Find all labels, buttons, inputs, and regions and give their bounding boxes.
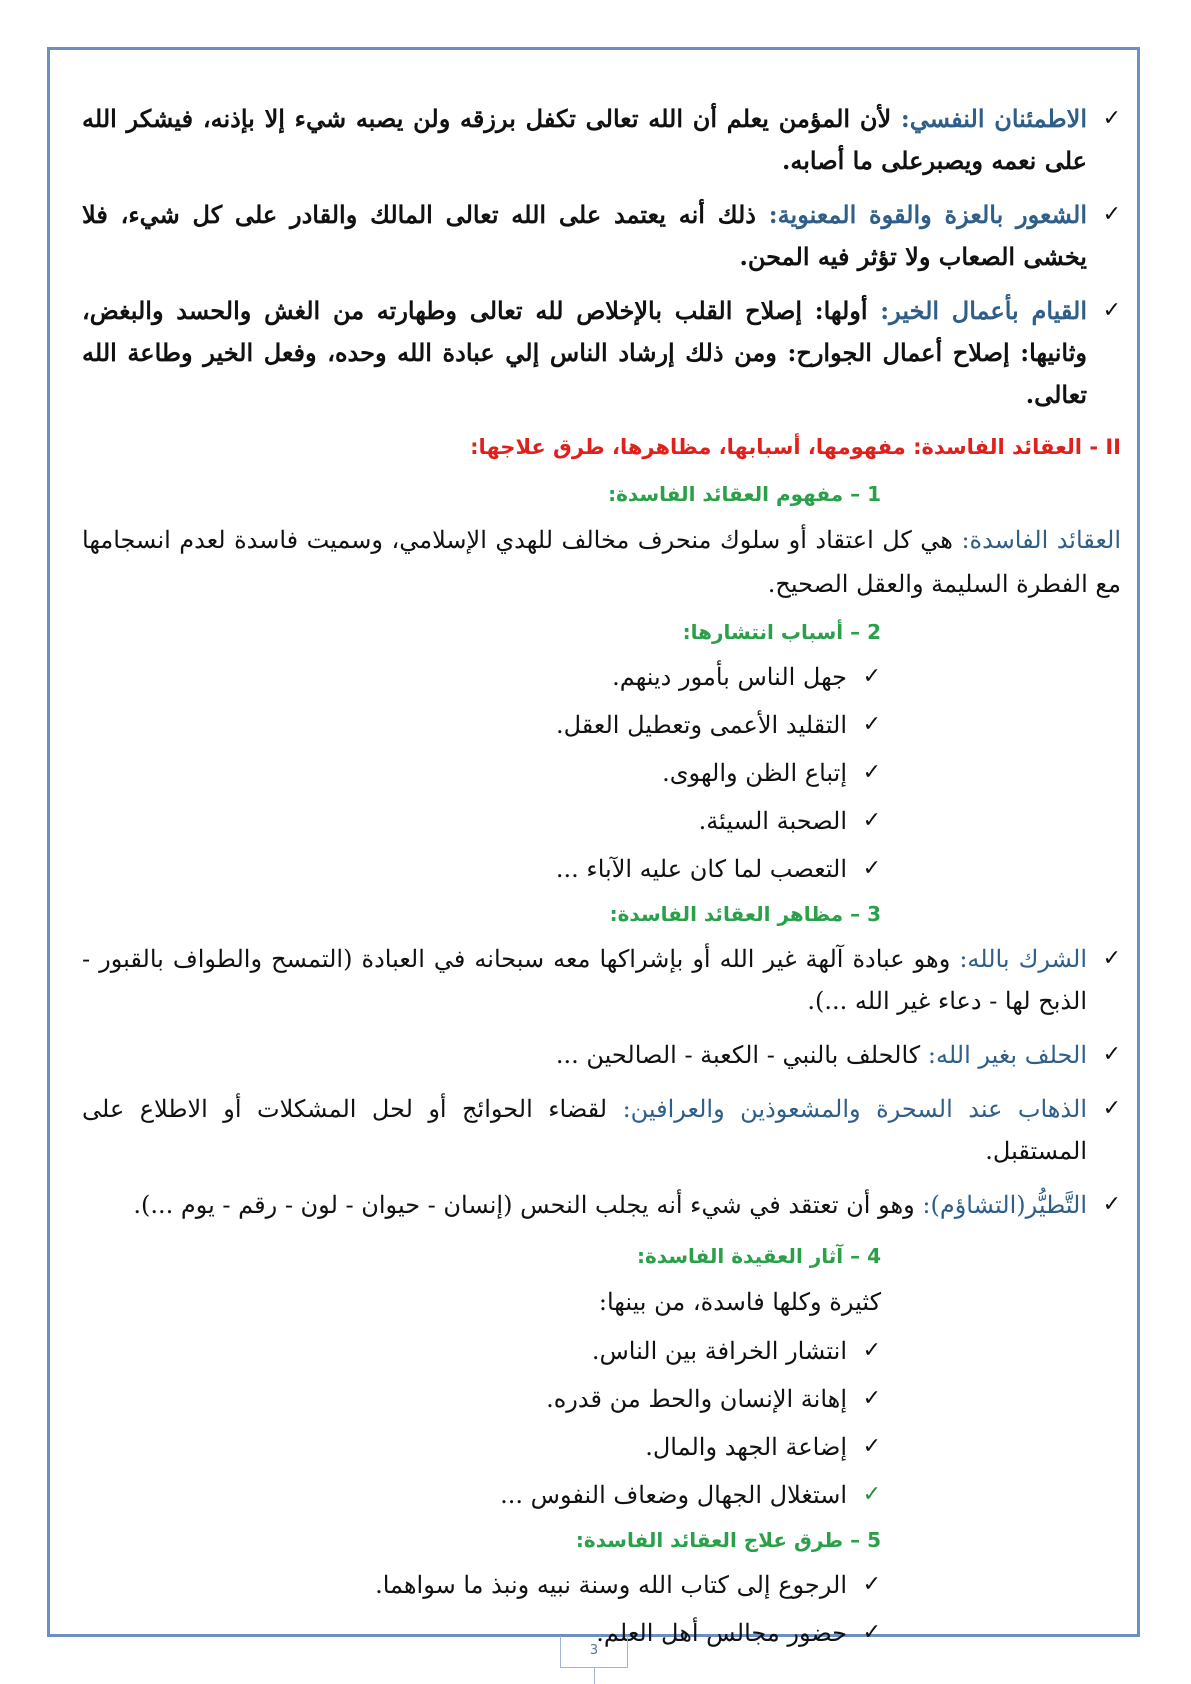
bullet-text: كالحلف بالنبي - الكعبة - الصالحين ... <box>555 1041 928 1069</box>
concept-heading: 1 – مفهوم العقائد الفاسدة: <box>608 482 881 506</box>
effect-text: إهانة الإنسان والحط من قدره. <box>546 1385 847 1413</box>
check-icon: ✓ <box>862 856 881 881</box>
effect-text: انتشار الخرافة بين الناس. <box>591 1337 847 1365</box>
page-number-tick <box>594 1668 595 1684</box>
bullet-text: لأن المؤمن يعلم أن الله تعالى تكفل برزقه ولن يصبه شيء إلا بإذنه، فيشكر الله على نعمه ويصبرعلى ما أصابه. <box>82 104 1087 175</box>
list-item <box>82 1088 1121 1172</box>
page-number: 3 <box>560 1636 628 1668</box>
bullet-text: ذلك أنه يعتمد على الله تعالى المالك والقادر على كل شيء، فلا يخشى الصعاب ولا تؤثر فيه المحن. <box>82 200 1087 271</box>
cause-text: التعصب لما كان عليه الآباء ... <box>555 855 847 883</box>
check-icon: ✓ <box>1102 1042 1121 1067</box>
effects-intro: كثيرة وكلها فاسدة، من بينها: <box>598 1288 881 1316</box>
effects-heading: 4 – آثار العقيدة الفاسدة: <box>636 1244 881 1268</box>
intro-bullet-1 <box>82 98 1121 182</box>
document-body <box>82 98 1121 1660</box>
check-icon: ✓ <box>1102 1192 1121 1217</box>
list-item <box>82 1564 881 1606</box>
list-item <box>82 1378 881 1420</box>
section-title: II - العقائد الفاسدة: مفهومها، أسبابها، مظاهرها، طرق علاجها: <box>470 435 1121 459</box>
check-icon: ✓ <box>1102 298 1121 323</box>
check-icon: ✓ <box>862 664 881 689</box>
effect-text: استغلال الجهال وضعاف النفوس ... <box>500 1481 847 1509</box>
cause-text: الصحبة السيئة. <box>698 807 847 835</box>
list-item <box>82 752 881 794</box>
check-icon: ✓ <box>862 1434 881 1459</box>
list-item <box>82 1184 1121 1226</box>
check-icon: ✓ <box>862 1482 881 1507</box>
manifestations-heading: 3 – مظاهر العقائد الفاسدة: <box>609 902 881 926</box>
check-icon: ✓ <box>862 1386 881 1411</box>
list-item <box>82 848 881 890</box>
cause-text: إتباع الظن والهوى. <box>662 759 847 787</box>
bullet-term: الحلف بغير الله: <box>927 1041 1087 1069</box>
effect-text: إضاعة الجهد والمال. <box>645 1433 847 1461</box>
check-icon: ✓ <box>862 1338 881 1363</box>
check-icon: ✓ <box>862 808 881 833</box>
remedy-text: الرجوع إلى كتاب الله وسنة نبيه ونبذ ما سواهما. <box>375 1571 847 1599</box>
concept-text: هي كل اعتقاد أو سلوك منحرف مخالف للهدي الإسلامي، وسميت فاسدة لعدم انسجامها مع الفطرة السليمة والعقل الصحيح. <box>82 526 1121 598</box>
list-item <box>82 1034 1121 1076</box>
cause-text: جهل الناس بأمور دينهم. <box>612 663 847 691</box>
list-item <box>82 938 1121 1022</box>
list-item <box>82 1330 881 1372</box>
bullet-text: أولها: إصلاح القلب بالإخلاص لله تعالى وطهارته من الغش والحسد والبغض، وثانيها: إصلاح أعمال الجوارح: ومن ذلك إرشاد الناس إلي عبادة الله وحده، وفعل الخير وطاعة الله تعالى. <box>82 296 1087 409</box>
list-item <box>82 1474 881 1516</box>
bullet-text: وهو عبادة آلهة غير الله أو بإشراكها معه سبحانه في العبادة (التمسح والطواف بالقبور - الذبح لها - دعاء غير الله ...). <box>82 945 1087 1015</box>
check-icon: ✓ <box>1102 1096 1121 1121</box>
bullet-term: التَّطيُّر(التشاؤم): <box>922 1191 1087 1219</box>
check-icon: ✓ <box>1102 106 1121 131</box>
remedies-heading: 5 – طرق علاج العقائد الفاسدة: <box>575 1528 881 1552</box>
bullet-text: وهو أن تعتقد في شيء أنه يجلب النحس (إنسان - حيوان - لون - رقم - يوم ...). <box>133 1191 923 1219</box>
remedy-text: حضور مجالس أهل العلم. <box>596 1619 847 1647</box>
bullet-term: القيام بأعمال الخير: <box>880 296 1087 325</box>
list-item <box>82 704 881 746</box>
bullet-term: الاطمئنان النفسي: <box>900 104 1087 133</box>
list-item <box>82 1426 881 1468</box>
list-item <box>82 1612 881 1654</box>
check-icon: ✓ <box>862 1620 881 1645</box>
check-icon: ✓ <box>862 712 881 737</box>
check-icon: ✓ <box>1102 946 1121 971</box>
concept-term: العقائد الفاسدة: <box>961 526 1121 554</box>
check-icon: ✓ <box>1102 202 1121 227</box>
concept-paragraph <box>82 518 1121 606</box>
intro-bullet-3 <box>82 290 1121 416</box>
causes-heading: 2 – أسباب انتشارها: <box>682 620 881 644</box>
intro-bullet-2 <box>82 194 1121 278</box>
bullet-term: الذهاب عند السحرة والمشعوذين والعرافين: <box>622 1095 1087 1123</box>
bullet-text: لقضاء الحوائج أو لحل المشكلات أو الاطلاع على المستقبل. <box>82 1095 1087 1165</box>
list-item <box>82 656 881 698</box>
check-icon: ✓ <box>862 760 881 785</box>
bullet-term: الشرك بالله: <box>959 945 1087 973</box>
bullet-term: الشعور بالعزة والقوة المعنوية: <box>768 200 1087 229</box>
cause-text: التقليد الأعمى وتعطيل العقل. <box>555 711 847 739</box>
list-item <box>82 800 881 842</box>
check-icon: ✓ <box>862 1572 881 1597</box>
